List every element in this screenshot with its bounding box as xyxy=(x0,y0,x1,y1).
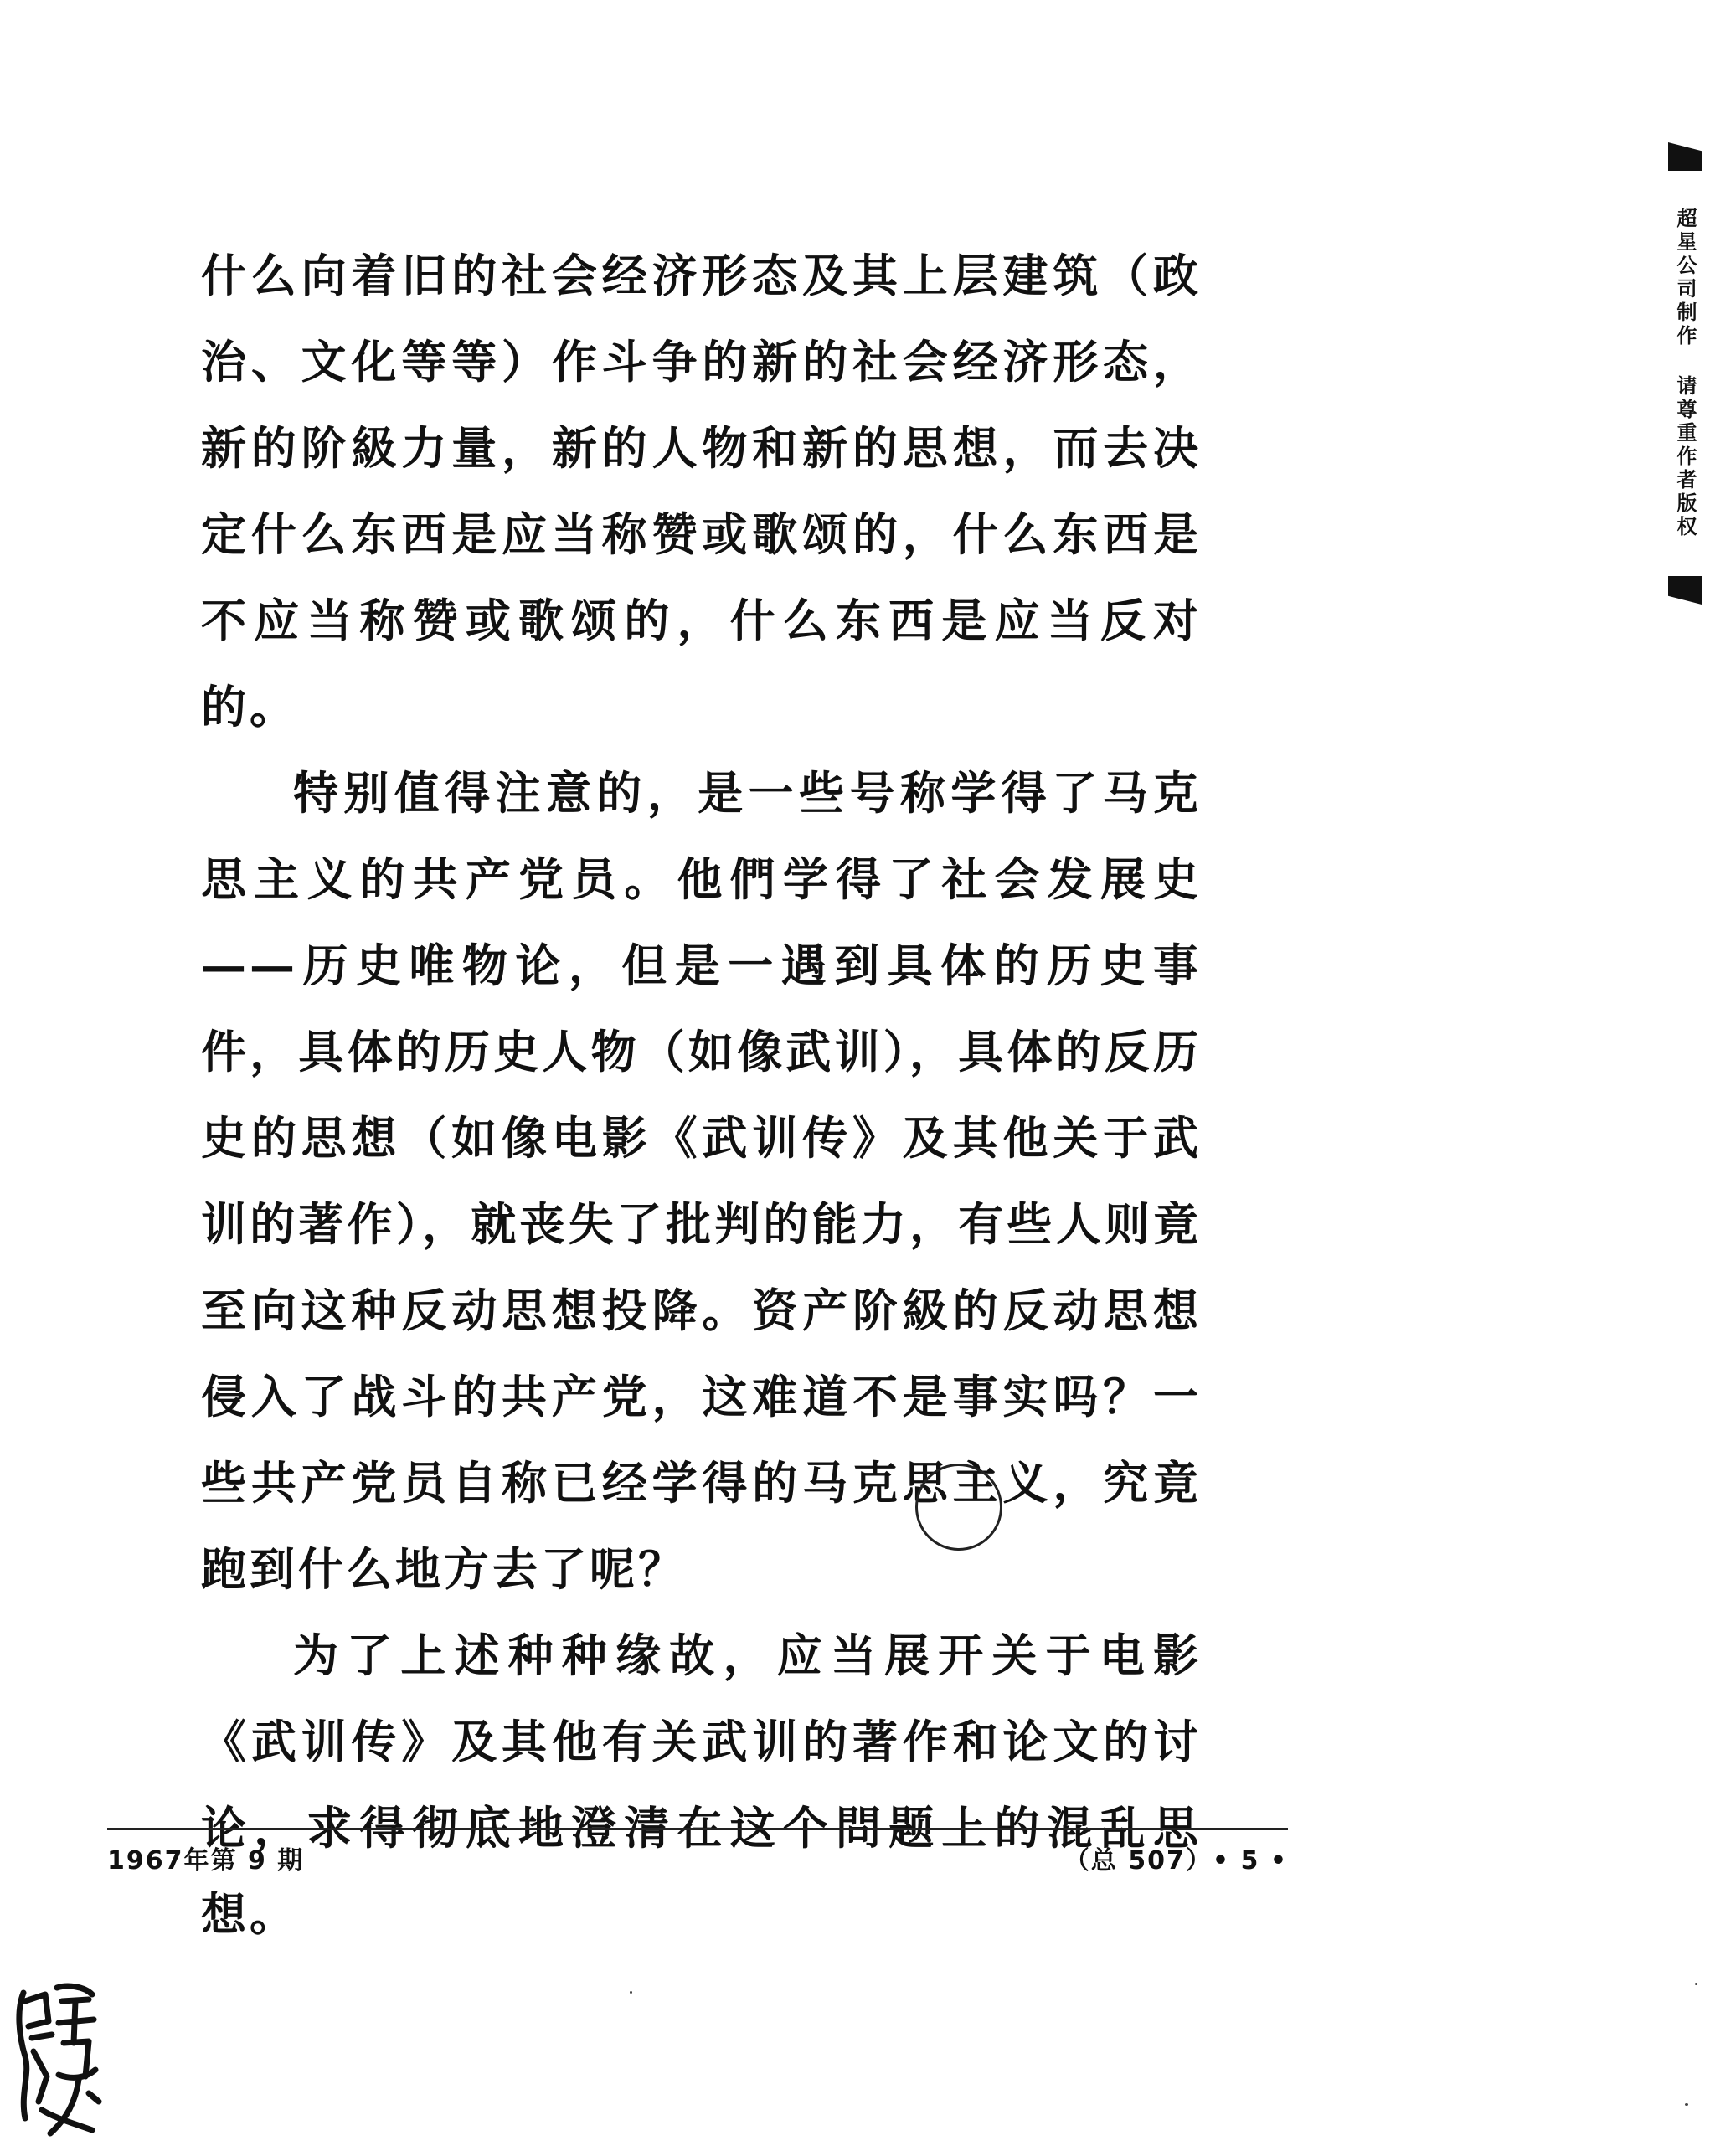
paragraph-continued: 什么向着旧的社会经济形态及其上层建筑（政治、文化等等）作斗争的新的社会经济形态，新的阶級力量，新的人物和新的思想，而去决定什么东西是应当称赞或歌颂的，什么东西是不应当称赞或歌颂的，什么东西是应当反对的。 xyxy=(201,249,1202,733)
scan-speck xyxy=(1685,2103,1688,2106)
footer-divider xyxy=(107,1828,1288,1830)
copyright-notice: 超星公司制作 请尊重作者版权 xyxy=(1673,208,1697,539)
article-body xyxy=(201,233,1202,1958)
scan-speck xyxy=(1695,1983,1697,1985)
paragraph: 为了上述种种缘故，应当展开关于电影《武训传》及其他有关武训的著作和论文的讨论，求得彻底地澄清在这个問题上的混乱思想。 xyxy=(201,1629,1202,1941)
strip-top-bar xyxy=(1668,142,1702,171)
page-number: （总 507）• 5 • xyxy=(1064,1846,1288,1876)
calligraphy-seal xyxy=(8,1976,107,2143)
hand-drawn-circle-mark xyxy=(915,1464,1002,1551)
issue-label: 1967年第 9 期 xyxy=(107,1846,305,1876)
paragraph: 特别值得注意的，是一些号称学得了马克思主义的共产党员。他們学得了社会发展史——历史唯物论，但是一遇到具体的历史事件，具体的历史人物（如像武训），具体的反历史的思想（如像电影《武训传》及其他关于武训的著作），就丧失了批判的能力，有些人则竟至向这种反动思想投降。资产阶級的反动思想侵入了战斗的共产党，这难道不是事实吗？一些共产党员自称已经学得的马克思主义，究竟跑到什么地方去了呢？ xyxy=(201,766,1202,1596)
scan-speck xyxy=(630,1991,632,1994)
strip-bottom-bar xyxy=(1668,576,1702,605)
copyright-strip xyxy=(1668,142,1702,605)
